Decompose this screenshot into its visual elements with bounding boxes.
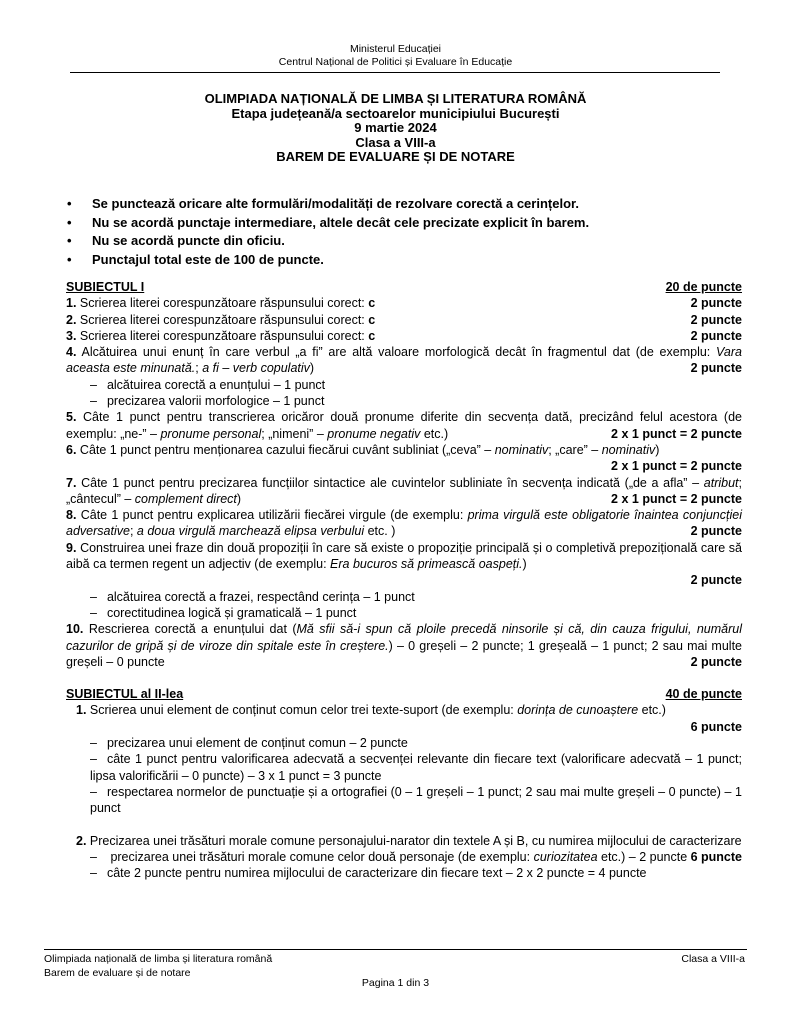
item-points: 2 puncte xyxy=(690,361,742,376)
footer-olympiad: Olimpiada națională de limba și literatura română xyxy=(44,953,273,965)
footer-barem: Barem de evaluare și de notare xyxy=(44,967,191,979)
item-points: 2 puncte xyxy=(690,573,742,588)
ministry-name: Ministerul Educației xyxy=(349,43,442,55)
title-line-2: Etapa județeană/a sectoarelor municipiului București xyxy=(231,105,560,121)
footer-divider xyxy=(44,949,747,950)
item-points: 2 puncte xyxy=(690,654,742,669)
s2-item-1-sub-3: – respectarea normelor de punctuație și a ortografiei (0 – 1 greșeli – 1 punct; 2 sau mai multe greșeli – 0 puncte) – 1 punct xyxy=(66,784,742,817)
page-header xyxy=(0,43,791,69)
section-2-header xyxy=(66,686,742,702)
answer: c xyxy=(368,328,376,343)
s2-item-1-sub-2: – câte 1 punct pentru valorificarea adecvată a secvenței relevante din fiecare text (valorificare adecvată – 1 punct; lipsa valorificării – 0 puncte) – 3 x 1 punct = 3 puncte xyxy=(66,751,742,784)
item-1: 1. Scrierea literei corespunzătoare răspunsului corect: c 2 puncte xyxy=(66,296,742,311)
s2-item-2-sub-1: – precizarea unei trăsături morale comune celor două personaje (de exemplu: curiozitatea etc.) – 2 puncte xyxy=(66,849,742,865)
section-2-title: SUBIECTUL al II-lea xyxy=(66,687,184,702)
item-points: 6 puncte xyxy=(690,849,742,864)
item-4: 4. Alcătuirea unui enunț în care verbul „a fi” are altă valoare morfologică decât în fragmentul dat (de exemplu: Vara aceasta este minunată.; a fi – verb copulativ) 2 puncte xyxy=(66,345,742,376)
section-1-title: SUBIECTUL I xyxy=(66,280,145,294)
item-4-sub-2: – precizarea valorii morfologice – 1 punct xyxy=(66,393,742,409)
s2-item-2-sub-2: – câte 2 puncte pentru numirea mijlocului de caracterizare din fiecare text – 2 x 2 puncte = 4 puncte xyxy=(66,865,742,881)
page-number: Pagina 1 din 3 xyxy=(361,977,430,989)
rule-item: • Se punctează oricare alte formulări/modalități de rezolvare corectă a cerințelor. xyxy=(66,195,756,214)
item-points: 2 x 1 punct = 2 puncte xyxy=(611,459,742,474)
item-9-sub-1: – alcătuirea corectă a frazei, respectând cerința – 1 punct xyxy=(66,589,742,605)
item-points: 2 puncte xyxy=(690,328,742,343)
item-4-sub-1: – alcătuirea corectă a enunțului – 1 punct xyxy=(66,377,742,393)
item-10: 10. Rescrierea corectă a enunțului dat (Mă sfii să-i spun că ploile precedă ninsorile și că, din cauza frigului, numărul cazurilor de gripă și de viroze din spitale este în creștere.) – 0 greșeli – 2 puncte; 1 greșeală – 1 punct; 2 sau mai multe greșeli – 0 puncte 2 puncte xyxy=(66,622,743,669)
item-7: 7. Câte 1 punct pentru precizarea funcțiilor sintactice ale cuvintelor subliniate în secvența indicată („de a afla” – atribut; „cântecul” – complement direct) 2 x 1 punct = 2 puncte xyxy=(66,475,742,506)
item-points: 2 puncte xyxy=(690,296,742,311)
section-2-points: 40 de puncte xyxy=(665,687,742,702)
title-line-1: OLIMPIADA NAȚIONALĂ DE LIMBA ȘI LITERATURA ROMÂNĂ xyxy=(204,91,587,106)
title-line-5: BAREM DE EVALUARE ȘI DE NOTARE xyxy=(276,149,515,164)
item-points: 6 puncte xyxy=(690,719,742,734)
rule-item: • Nu se acordă puncte din oficiu. xyxy=(66,232,756,251)
item-6: 6. Câte 1 punct pentru menționarea cazului fiecărui cuvânt subliniat („ceva” – nominativ; „care” – nominativ) xyxy=(66,442,660,457)
item-8: 8. Câte 1 punct pentru explicarea utilizării fiecărei virgule (de exemplu: prima virgulă este obligatorie înaintea conjuncției adversative; a doua virgulă marchează elipsa verbului etc. ) 2 puncte xyxy=(66,508,742,539)
rule-item: • Nu se acordă punctaje intermediare, altele decât cele precizate explicit în barem. xyxy=(66,214,756,233)
item-points: 2 puncte xyxy=(690,524,742,539)
item-2: 2. Scrierea literei corespunzătoare răspunsului corect: c 2 puncte xyxy=(66,312,742,327)
item-points: 2 x 1 punct = 2 puncte xyxy=(611,426,742,441)
item-5: 5. Câte 1 punct pentru transcrierea oricăror două pronume diferite din secvența dată, precizând felul acestora (de exemplu: „ne-” – pronume personal; „nimeni” – pronume negativ etc.) 2 x 1 punct = 2 puncte xyxy=(66,410,742,441)
footer-class: Clasa a VIII-a xyxy=(681,953,745,965)
answer: c xyxy=(368,312,376,327)
item-9: 9. Construirea unei fraze din două propoziții în care să existe o propoziție principală și o completivă prepozițională care să aibă ca termen regent un adjectiv (de exemplu: Era bucuros să primească oaspeți.) xyxy=(66,540,742,572)
s2-item-1-sub-1: – precizarea unui element de conținut comun – 2 puncte xyxy=(66,735,742,751)
s2-item-1: 1. Scrierea unui element de conținut comun celor trei texte-suport (de exemplu: dorința de cunoaștere etc.) xyxy=(76,703,666,718)
footer-left xyxy=(44,952,272,980)
item-9-sub-2: – corectitudinea logică și gramaticală – 1 punct xyxy=(66,605,742,621)
section-1-points: 20 de puncte xyxy=(665,280,742,294)
section-1-header xyxy=(66,279,742,295)
item-3: 3. Scrierea literei corespunzătoare răspunsului corect: c 2 puncte xyxy=(66,328,742,343)
answer: c xyxy=(368,296,376,311)
general-rules-list xyxy=(66,195,756,270)
s2-item-2: 2. Precizarea unei trăsături morale comune personajului-narator din textele A și B, cu numirea mijlocului de caracterizare 6 puncte xyxy=(76,833,742,864)
document-title xyxy=(0,92,791,165)
main-content xyxy=(66,279,742,881)
item-points: 2 x 1 punct = 2 puncte xyxy=(611,491,742,506)
center-name: Centrul Național de Politici și Evaluare în Educație xyxy=(278,56,513,68)
title-line-3: 9 martie 2024 xyxy=(354,120,437,135)
header-divider xyxy=(70,72,720,73)
item-points: 2 puncte xyxy=(690,312,742,327)
title-line-4: Clasa a VIII-a xyxy=(355,134,436,150)
rule-item: • Punctajul total este de 100 de puncte. xyxy=(66,251,756,270)
